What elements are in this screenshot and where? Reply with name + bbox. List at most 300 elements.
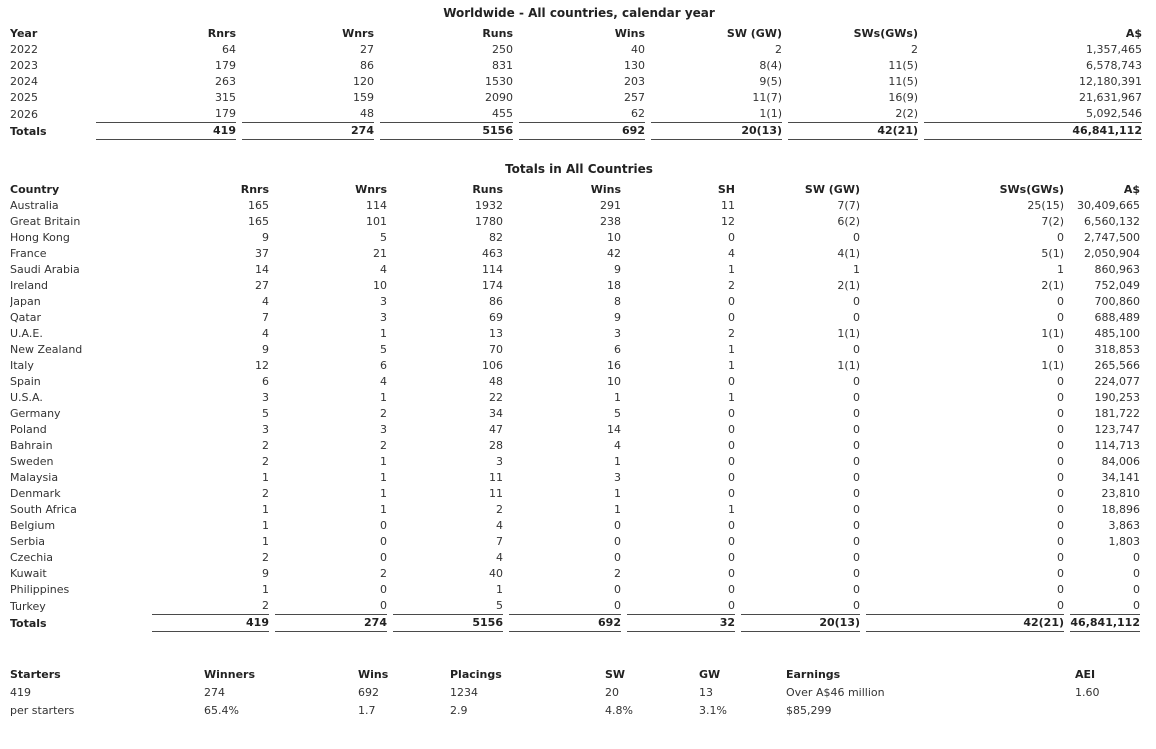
summary-per-starters-row — [10, 702, 1150, 720]
table-cell: 18,896 — [1101, 503, 1140, 516]
table-cell: 1 — [262, 519, 269, 532]
row-label: Bahrain — [10, 439, 53, 452]
row-label: Malaysia — [10, 471, 59, 484]
table-cell: 0 — [853, 535, 860, 548]
column-header: Year — [10, 27, 38, 40]
table-cell: 12,180,391 — [1079, 75, 1142, 88]
column-header: A$ — [1125, 27, 1142, 40]
table-cell: 4 — [728, 247, 735, 260]
table-cell: 0 — [1057, 311, 1064, 324]
row-label: Spain — [10, 375, 41, 388]
table-row — [10, 278, 1140, 294]
totals-cell: 692 — [509, 615, 621, 632]
table-cell: 181,722 — [1094, 407, 1140, 420]
table-cell: 40 — [489, 567, 503, 580]
table-row — [10, 438, 1140, 454]
table-row — [10, 262, 1140, 278]
table-cell: 0 — [627, 598, 735, 615]
table-cell: 3 — [614, 327, 621, 340]
table-cell: 4(1) — [837, 247, 860, 260]
table-cell: 265,566 — [1094, 359, 1140, 372]
table-cell: 1 — [380, 391, 387, 404]
row-label: Hong Kong — [10, 231, 70, 244]
table-cell: 0 — [728, 375, 735, 388]
table-cell: 2,747,500 — [1084, 231, 1140, 244]
table-cell: 3,863 — [1108, 519, 1140, 532]
table-cell: 1 — [614, 487, 621, 500]
summary-column-header: Earnings — [786, 668, 841, 681]
table-cell: 5 — [380, 343, 387, 356]
table-cell: 700,860 — [1094, 295, 1140, 308]
table-cell: 0 — [853, 503, 860, 516]
summary-values-row — [10, 684, 1150, 702]
table-row — [10, 534, 1140, 550]
table-cell: 6(2) — [837, 215, 860, 228]
table-cell: 27 — [360, 43, 374, 56]
table-cell: 23,810 — [1101, 487, 1140, 500]
table-cell: 4 — [380, 375, 387, 388]
table-cell: 3 — [262, 423, 269, 436]
table-cell: 0 — [380, 551, 387, 564]
table-cell: 114 — [482, 263, 503, 276]
table-row — [10, 310, 1140, 326]
table-cell: 0 — [1057, 407, 1064, 420]
table-cell: 6 — [380, 359, 387, 372]
table-cell: 3 — [380, 311, 387, 324]
table-cell: 101 — [366, 215, 387, 228]
table-cell: 1 — [614, 391, 621, 404]
table-row — [10, 518, 1140, 534]
table-cell: 4 — [262, 295, 269, 308]
table-row — [10, 406, 1140, 422]
row-label: Philippines — [10, 583, 70, 596]
table-cell: 0 — [728, 231, 735, 244]
column-header: Runs — [482, 27, 513, 40]
totals-cell: 5156 — [393, 615, 503, 632]
totals-label: Totals — [10, 124, 47, 138]
table-cell: 120 — [353, 75, 374, 88]
table-cell: 0 — [853, 343, 860, 356]
table-cell: 2 — [380, 567, 387, 580]
summary-column-header: AEI — [1075, 668, 1096, 681]
per-starters-value: 3.1% — [699, 704, 727, 717]
table-cell: 0 — [728, 487, 735, 500]
table-cell: 12 — [721, 215, 735, 228]
table-row — [10, 214, 1140, 230]
table-cell: 2(2) — [788, 106, 918, 123]
table-cell: 1 — [1057, 263, 1064, 276]
table-cell: 16(9) — [888, 91, 918, 104]
table-cell: 0 — [853, 519, 860, 532]
table-cell: 42 — [607, 247, 621, 260]
column-header: A$ — [1123, 183, 1140, 196]
table-cell: 0 — [1057, 471, 1064, 484]
table-cell: 1,357,465 — [1086, 43, 1142, 56]
table-cell: 0 — [728, 295, 735, 308]
table-cell: 0 — [853, 455, 860, 468]
totals-cell: 692 — [519, 123, 645, 140]
table-cell: 0 — [728, 439, 735, 452]
table-cell: 179 — [215, 59, 236, 72]
row-label: New Zealand — [10, 343, 83, 356]
table-cell: 0 — [853, 583, 860, 596]
table-cell: 257 — [624, 91, 645, 104]
table-cell: 5 — [614, 407, 621, 420]
table-cell: 10 — [607, 231, 621, 244]
table-cell: 1(1) — [651, 106, 782, 123]
table-cell: 11(5) — [888, 75, 918, 88]
row-label: Japan — [10, 295, 41, 308]
table-cell: 0 — [853, 471, 860, 484]
table-cell: 0 — [1057, 503, 1064, 516]
table-cell: 0 — [728, 551, 735, 564]
table-cell: 1 — [262, 535, 269, 548]
table-cell: 6 — [262, 375, 269, 388]
row-label: Turkey — [10, 599, 46, 613]
table-cell: 2(1) — [1041, 279, 1064, 292]
table-cell: 8(4) — [759, 59, 782, 72]
totals-cell: 46,841,112 — [1070, 615, 1140, 632]
summary-value: 274 — [204, 686, 225, 699]
table-cell: 1 — [262, 471, 269, 484]
summary-column-header: Starters — [10, 668, 61, 681]
table-cell: 0 — [1057, 439, 1064, 452]
table-cell: 1 — [496, 583, 503, 596]
table-cell: 1(1) — [1041, 359, 1064, 372]
summary-column-header: Wins — [358, 668, 389, 681]
table-row — [10, 90, 1142, 106]
table-cell: 114 — [366, 199, 387, 212]
table-cell: 84,006 — [1101, 455, 1140, 468]
table-cell: 4 — [262, 327, 269, 340]
table-cell: 1 — [728, 503, 735, 516]
table-cell: 2,050,904 — [1084, 247, 1140, 260]
per-starters-value: $85,299 — [786, 704, 832, 717]
table-cell: 2 — [775, 43, 782, 56]
totals-cell: 5156 — [380, 123, 513, 140]
countries-title: Totals in All Countries — [505, 162, 653, 176]
table-cell: 0 — [614, 551, 621, 564]
table-cell: 30,409,665 — [1077, 199, 1140, 212]
row-label: Saudi Arabia — [10, 263, 80, 276]
table-row — [10, 358, 1140, 374]
row-label: 2023 — [10, 59, 38, 72]
row-label: Sweden — [10, 455, 54, 468]
table-cell: 179 — [96, 106, 236, 123]
table-row — [10, 246, 1140, 262]
worldwide-section — [10, 6, 1148, 140]
table-row — [10, 566, 1140, 582]
table-cell: 2 — [911, 43, 918, 56]
summary-value: 692 — [358, 686, 379, 699]
table-cell: 165 — [248, 199, 269, 212]
table-cell: 238 — [600, 215, 621, 228]
table-cell: 4 — [496, 551, 503, 564]
table-cell: 1 — [262, 503, 269, 516]
table-cell: 0 — [1070, 598, 1140, 615]
totals-cell: 46,841,112 — [924, 123, 1142, 140]
table-cell: 14 — [255, 263, 269, 276]
table-cell: 6 — [614, 343, 621, 356]
table-cell: 40 — [631, 43, 645, 56]
table-cell: 0 — [614, 519, 621, 532]
table-cell: 4 — [380, 263, 387, 276]
table-cell: 1 — [728, 359, 735, 372]
table-row — [10, 198, 1140, 214]
table-cell: 4 — [614, 439, 621, 452]
table-cell: 1 — [614, 455, 621, 468]
table-cell: 159 — [353, 91, 374, 104]
per-starters-value — [1075, 702, 1150, 720]
table-cell: 9(5) — [759, 75, 782, 88]
table-row — [10, 230, 1140, 246]
table-cell: 0 — [1133, 567, 1140, 580]
totals-cell: 20(13) — [741, 615, 860, 632]
per-starters-value: 4.8% — [605, 704, 633, 717]
row-label: Belgium — [10, 519, 56, 532]
table-row — [10, 342, 1140, 358]
table-cell: 0 — [728, 519, 735, 532]
table-row — [10, 42, 1142, 58]
table-cell: 0 — [1057, 567, 1064, 580]
countries-section — [10, 162, 1148, 632]
table-cell: 0 — [1057, 375, 1064, 388]
per-starters-value: 1.7 — [358, 704, 376, 717]
table-cell: 0 — [614, 535, 621, 548]
table-cell: 0 — [614, 583, 621, 596]
row-label: Germany — [10, 407, 61, 420]
per-starters-value: 65.4% — [204, 704, 239, 717]
table-row — [10, 374, 1140, 390]
column-header: Wins — [590, 183, 621, 196]
table-cell: 250 — [492, 43, 513, 56]
summary-header-row — [10, 666, 1150, 684]
table-cell: 86 — [489, 295, 503, 308]
table-cell: 34 — [489, 407, 503, 420]
table-cell: 11(7) — [752, 91, 782, 104]
table-cell: 7 — [496, 535, 503, 548]
table-cell: 688,489 — [1094, 311, 1140, 324]
table-cell: 28 — [489, 439, 503, 452]
table-cell: 18 — [607, 279, 621, 292]
table-cell: 1 — [853, 263, 860, 276]
table-cell: 1780 — [475, 215, 503, 228]
table-cell: 70 — [489, 343, 503, 356]
table-cell: 9 — [614, 311, 621, 324]
table-cell: 0 — [853, 551, 860, 564]
table-cell: 0 — [853, 439, 860, 452]
table-cell: 5(1) — [1041, 247, 1064, 260]
table-cell: 1 — [728, 343, 735, 356]
table-cell: 0 — [853, 423, 860, 436]
table-cell: 0 — [380, 583, 387, 596]
table-row — [10, 582, 1140, 598]
summary-value: 13 — [699, 686, 713, 699]
table-cell: 37 — [255, 247, 269, 260]
row-label: Italy — [10, 359, 34, 372]
totals-row — [10, 123, 1142, 140]
table-cell: 0 — [853, 311, 860, 324]
totals-label: Totals — [10, 616, 47, 630]
table-cell: 1(1) — [837, 359, 860, 372]
row-label: U.S.A. — [10, 391, 43, 404]
totals-cell: 419 — [152, 615, 269, 632]
column-header: Wnrs — [342, 27, 374, 40]
table-cell: 11 — [489, 487, 503, 500]
table-cell: 2 — [614, 567, 621, 580]
table-cell: 0 — [728, 423, 735, 436]
table-cell: 0 — [1057, 519, 1064, 532]
table-cell: 2 — [380, 407, 387, 420]
table-row — [10, 106, 1142, 123]
table-cell: 1 — [728, 391, 735, 404]
totals-cell: 42(21) — [788, 123, 918, 140]
table-cell: 7 — [262, 311, 269, 324]
table-cell: 0 — [1133, 583, 1140, 596]
row-label: Serbia — [10, 535, 46, 548]
row-label: Denmark — [10, 487, 61, 500]
table-cell: 5 — [393, 598, 503, 615]
row-label: 2025 — [10, 91, 38, 104]
table-cell: 2 — [262, 455, 269, 468]
table-cell: 34,141 — [1101, 471, 1140, 484]
table-cell: 123,747 — [1094, 423, 1140, 436]
table-cell: 0 — [853, 375, 860, 388]
table-cell: 9 — [262, 343, 269, 356]
table-cell: 831 — [492, 59, 513, 72]
table-cell: 12 — [255, 359, 269, 372]
table-cell: 0 — [728, 407, 735, 420]
table-cell: 6,560,132 — [1084, 215, 1140, 228]
summary-column-header: GW — [699, 668, 721, 681]
row-label: 2022 — [10, 43, 38, 56]
table-cell: 203 — [624, 75, 645, 88]
table-row — [10, 422, 1140, 438]
table-cell: 0 — [1057, 455, 1064, 468]
table-cell: 485,100 — [1094, 327, 1140, 340]
table-cell: 9 — [262, 231, 269, 244]
summary-table — [4, 666, 1156, 720]
table-cell: 13 — [489, 327, 503, 340]
totals-cell: 274 — [275, 615, 387, 632]
table-cell: 1,803 — [1108, 535, 1140, 548]
table-cell: 69 — [489, 311, 503, 324]
table-cell: 0 — [1057, 231, 1064, 244]
table-cell: 6,578,743 — [1086, 59, 1142, 72]
table-cell: 5 — [380, 231, 387, 244]
table-cell: 64 — [222, 43, 236, 56]
table-cell: 21,631,967 — [1079, 91, 1142, 104]
table-cell: 86 — [360, 59, 374, 72]
table-cell: 8 — [614, 295, 621, 308]
table-cell: 9 — [614, 263, 621, 276]
table-cell: 0 — [1057, 391, 1064, 404]
per-starters-value: 2.9 — [450, 704, 468, 717]
table-cell: 2 — [728, 327, 735, 340]
table-cell: 1 — [614, 503, 621, 516]
column-header: Country — [10, 183, 60, 196]
table-cell: 1(1) — [837, 327, 860, 340]
table-cell: 48 — [489, 375, 503, 388]
totals-cell: 20(13) — [651, 123, 782, 140]
column-header: SW (GW) — [804, 183, 860, 196]
row-label: Poland — [10, 423, 47, 436]
table-cell: 1 — [380, 327, 387, 340]
totals-cell: 419 — [96, 123, 236, 140]
row-label: Czechia — [10, 551, 54, 564]
summary-value: Over A$46 million — [786, 686, 885, 699]
table-row — [10, 470, 1140, 486]
column-header: Wins — [614, 27, 645, 40]
table-cell: 3 — [496, 455, 503, 468]
table-cell: 0 — [853, 407, 860, 420]
summary-value: 20 — [605, 686, 619, 699]
table-cell: 0 — [1133, 551, 1140, 564]
table-cell: 25(15) — [1027, 199, 1064, 212]
row-label: Kuwait — [10, 567, 47, 580]
summary-value: 1.60 — [1075, 686, 1100, 699]
row-label: South Africa — [10, 503, 77, 516]
table-row — [10, 326, 1140, 342]
row-label: Australia — [10, 199, 59, 212]
table-cell: 10 — [607, 375, 621, 388]
table-row — [10, 598, 1140, 615]
table-cell: 165 — [248, 215, 269, 228]
row-label: Ireland — [10, 279, 49, 292]
table-cell: 0 — [1057, 423, 1064, 436]
table-cell: 2090 — [485, 91, 513, 104]
table-cell: 3 — [614, 471, 621, 484]
table-cell: 0 — [853, 391, 860, 404]
table-cell: 0 — [380, 519, 387, 532]
table-cell: 16 — [607, 359, 621, 372]
table-cell: 11 — [721, 199, 735, 212]
table-cell: 2 — [380, 439, 387, 452]
table-cell: 860,963 — [1094, 263, 1140, 276]
table-cell: 2 — [496, 503, 503, 516]
table-cell: 1(1) — [1041, 327, 1064, 340]
table-cell: 752,049 — [1094, 279, 1140, 292]
table-cell: 0 — [1057, 551, 1064, 564]
summary-value: 419 — [10, 686, 31, 699]
table-cell: 27 — [255, 279, 269, 292]
table-cell: 0 — [509, 598, 621, 615]
table-cell: 1 — [380, 455, 387, 468]
table-cell: 106 — [482, 359, 503, 372]
table-cell: 11 — [489, 471, 503, 484]
table-cell: 0 — [380, 535, 387, 548]
row-label: Great Britain — [10, 215, 81, 228]
table-cell: 1932 — [475, 199, 503, 212]
totals-cell: 32 — [627, 615, 735, 632]
table-cell: 11(5) — [888, 59, 918, 72]
table-cell: 22 — [489, 391, 503, 404]
table-cell: 0 — [1057, 583, 1064, 596]
table-row — [10, 454, 1140, 470]
table-row — [10, 502, 1140, 518]
table-row — [10, 294, 1140, 310]
table-cell: 2 — [152, 598, 269, 615]
table-cell: 114,713 — [1094, 439, 1140, 452]
table-row — [10, 390, 1140, 406]
table-cell: 2 — [728, 279, 735, 292]
table-row — [10, 58, 1142, 74]
header-row — [10, 182, 1140, 198]
header-row — [10, 26, 1142, 42]
table-cell: 7(7) — [837, 199, 860, 212]
table-cell: 0 — [1057, 295, 1064, 308]
table-cell: 3 — [380, 423, 387, 436]
